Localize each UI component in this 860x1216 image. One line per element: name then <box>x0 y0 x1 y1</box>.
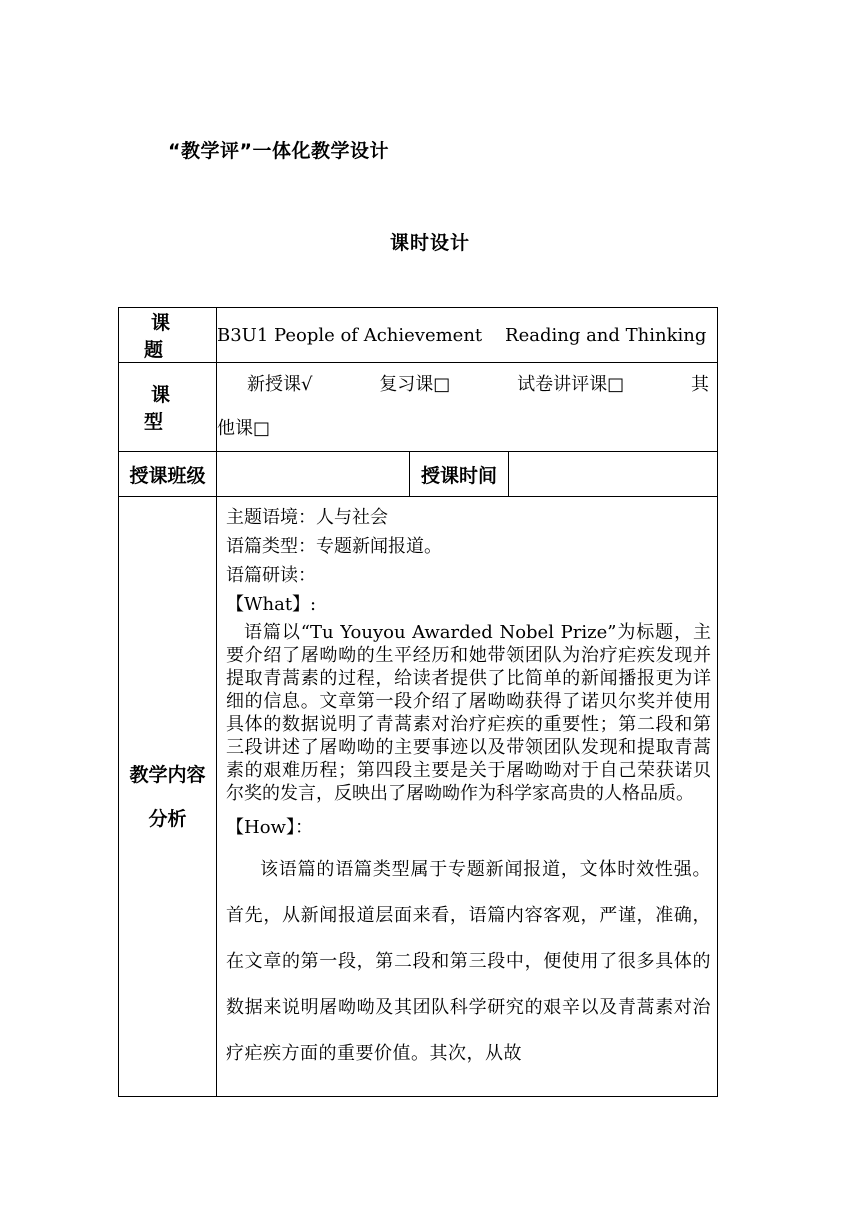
theme-line: 主题语境：人与社会 <box>226 507 388 528</box>
class-label: 授课班级 <box>119 452 217 497</box>
analysis-label-line2: 分析 <box>148 807 187 830</box>
topic-label <box>119 308 217 363</box>
what-heading: 【What】: <box>226 594 317 615</box>
topic-label-text: 课 题 <box>143 312 198 361</box>
analysis-row <box>119 497 718 1097</box>
section-title: 课时设计 <box>389 232 470 254</box>
type-label-text: 课 型 <box>143 384 198 433</box>
type-label <box>119 363 217 452</box>
analysis-content <box>217 497 718 1097</box>
lesson-plan-table <box>118 307 718 1097</box>
analysis-label <box>119 497 217 1097</box>
type-value <box>217 363 718 452</box>
topic-value: B3U1 People of Achievement Reading and Thinking <box>217 308 718 363</box>
class-time-row <box>119 452 718 497</box>
study-line: 语篇研读： <box>226 565 316 586</box>
class-value[interactable] <box>217 452 410 497</box>
type-row <box>119 363 718 452</box>
what-paragraph: 语篇以“Tu Youyou Awarded Nobel Prize”为标题，主要介绍了屠呦呦的生平经历和她带领团队为治疗疟疾发现并提取青蒿素的过程，给读者提供了比简单的新闻播报更为详细的信息。文章第一段介绍了屠呦呦获得了诺贝尔奖并使用 具体的数据说明了青蒿素对治疗疟疾的重要性；第二段和第三段讲述了屠呦呦的主要事迹以及带领团队发现和提取青蒿素的艰难历程；第四段主要是关于屠呦呦对于自己荣获诺贝尔奖的发言，反映出了屠呦呦作为科学家高贵的人格品质。 <box>226 622 712 804</box>
time-value[interactable] <box>509 452 718 497</box>
time-label: 授课时间 <box>410 452 509 497</box>
type-option-review[interactable]: 复习课□ <box>379 374 451 395</box>
type-options-line <box>217 372 717 398</box>
how-heading: 【How】： <box>226 817 313 838</box>
analysis-label-line1: 教学内容 <box>129 763 206 786</box>
document-title: “教学评”一体化教学设计 <box>168 140 389 162</box>
type-option-other-start[interactable]: 其 <box>691 374 709 395</box>
type-option-other-cont[interactable]: 他课□ <box>217 418 271 439</box>
type-option-new[interactable]: 新授课√ <box>247 374 313 395</box>
how-paragraph: 该语篇的语篇类型属于专题新闻报道，文体时效性强。首先，从新闻报道层面来看，语篇内容客观，严谨，准确，在文章的第一段，第二段和第三段中，便使用了很多具体的数据来说明屠呦呦及其团队科学研究的艰辛以及青蒿素对治疗疟疾方面的重要价值。其次，从故 <box>226 859 712 1064</box>
topic-row <box>119 308 718 363</box>
type-option-exam[interactable]: 试卷讲评课□ <box>517 374 625 395</box>
genre-line: 语篇类型：专题新闻报道。 <box>226 536 442 557</box>
